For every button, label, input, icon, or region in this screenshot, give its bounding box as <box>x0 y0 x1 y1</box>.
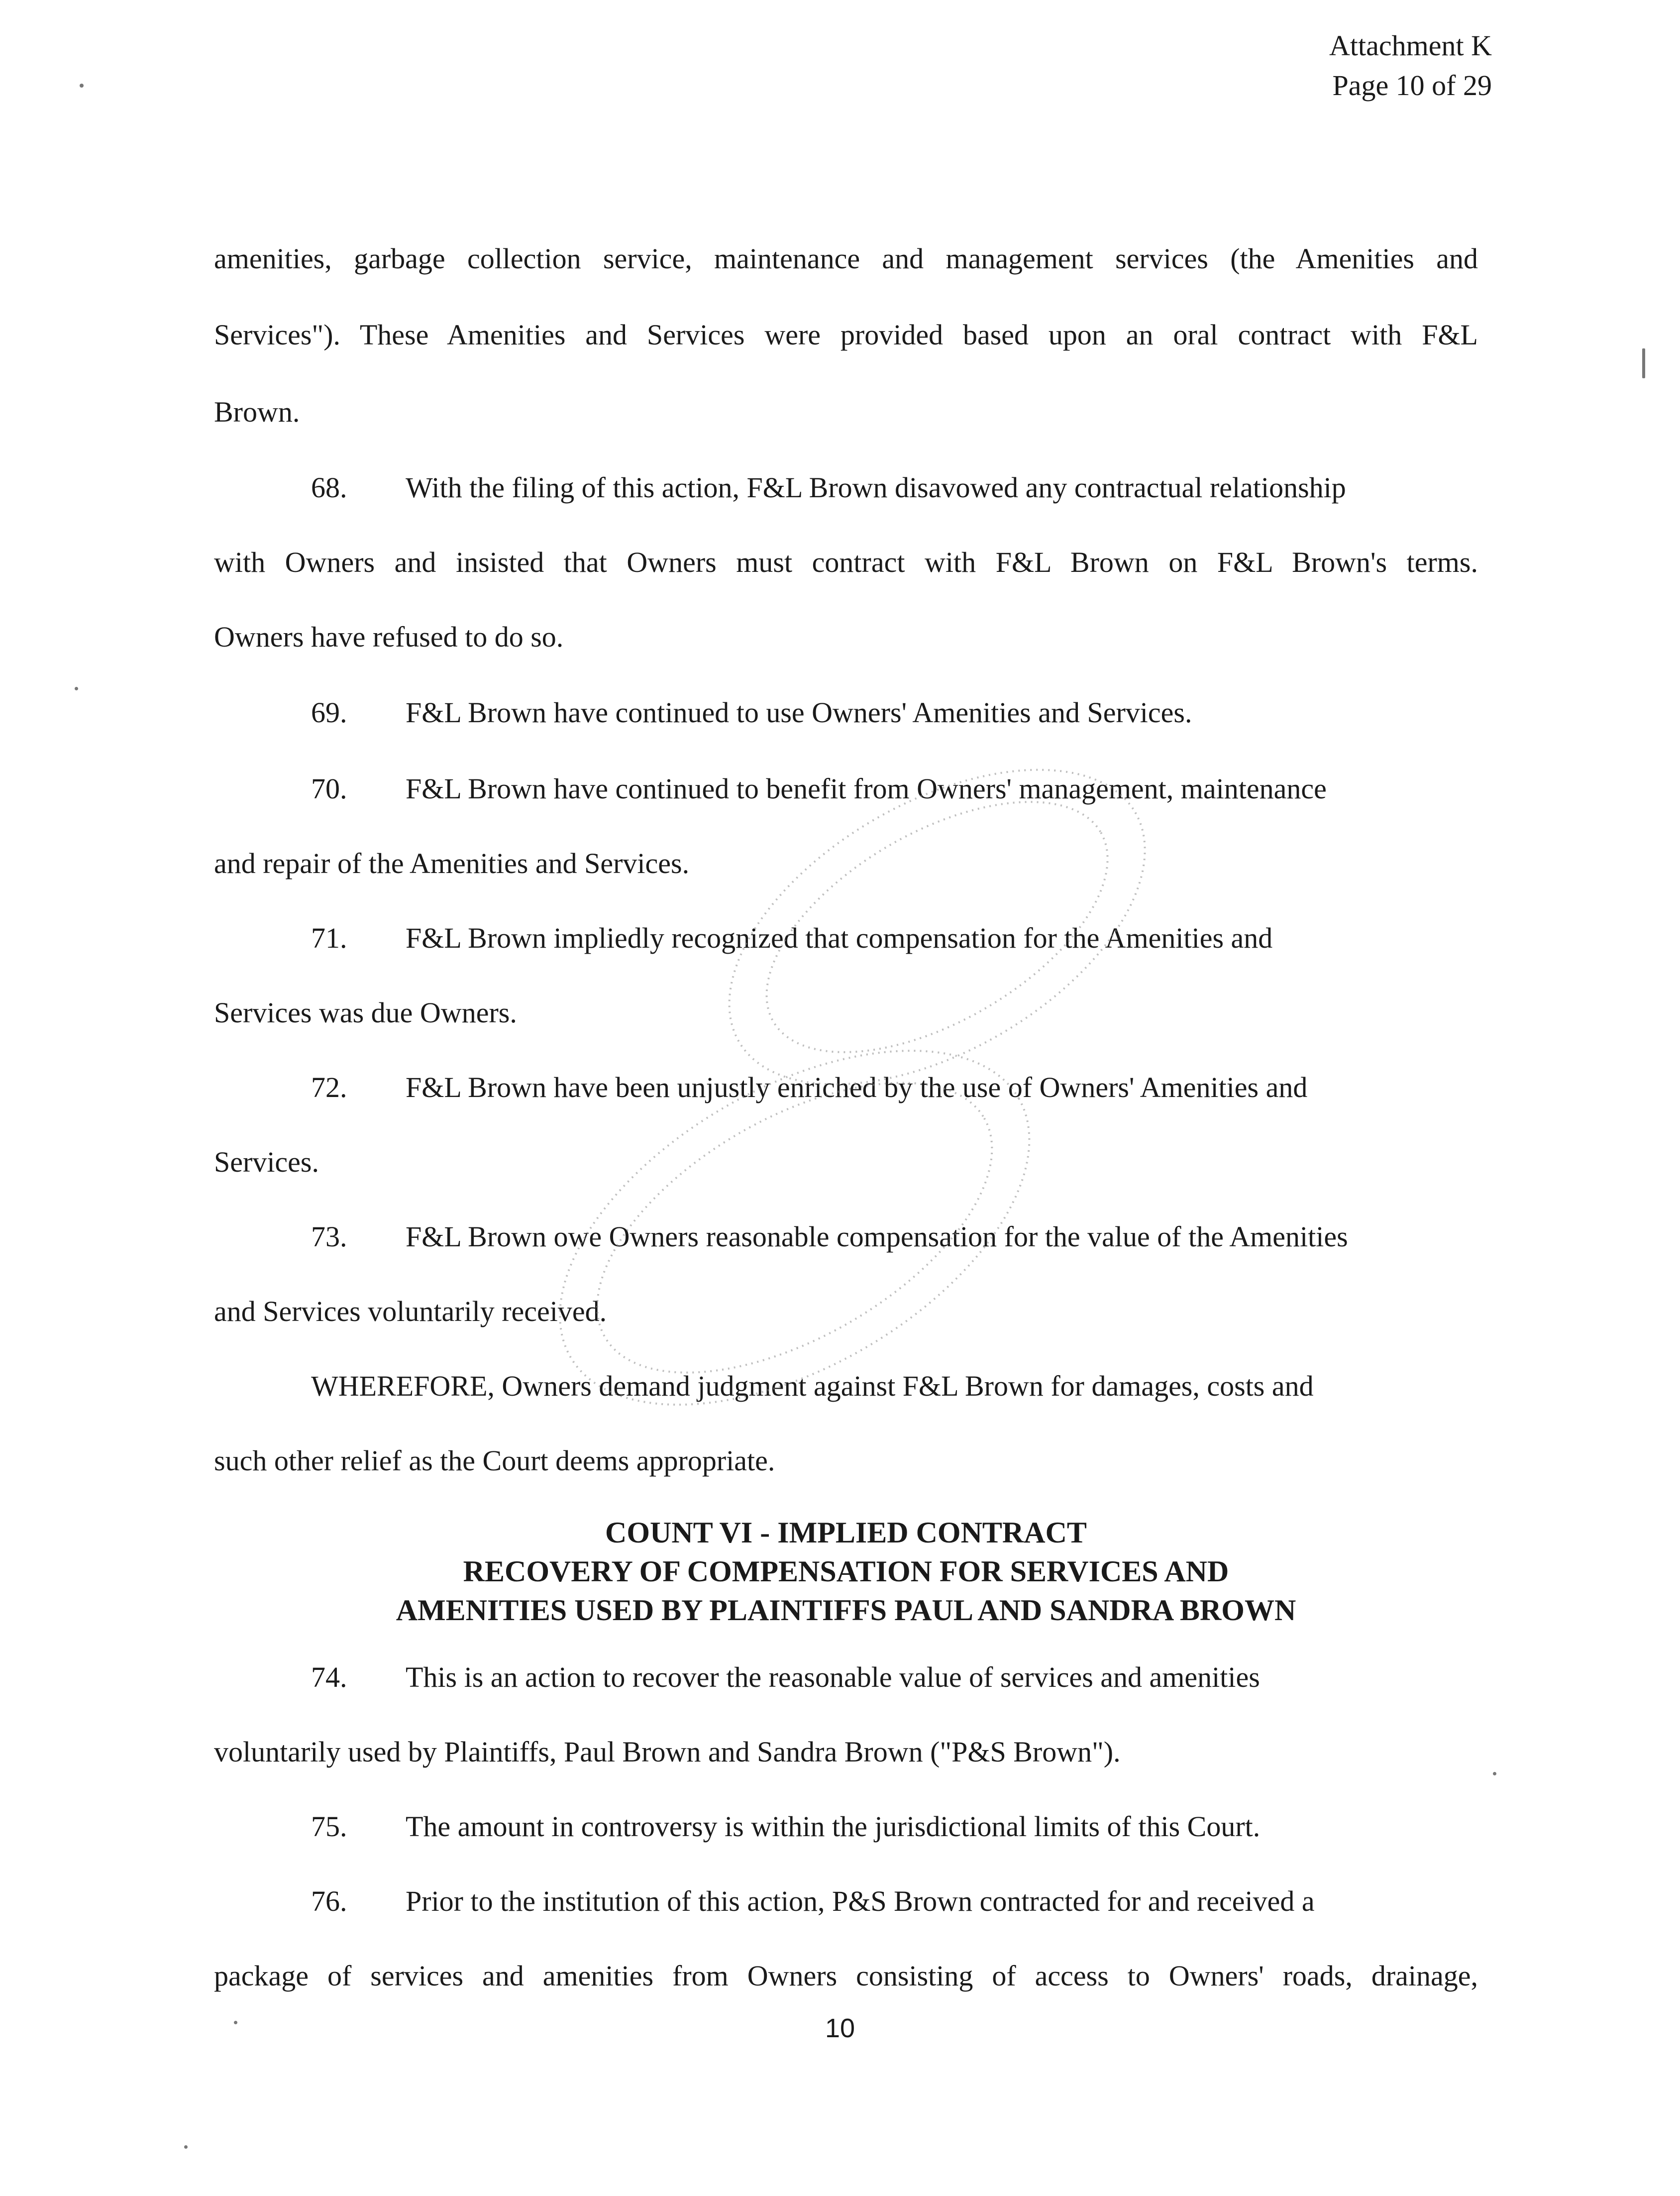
count-heading-line-3: AMENITIES USED BY PLAINTIFFS PAUL AND SANDRA BROWN <box>396 1594 1296 1627</box>
page-count-label: Page 10 of 29 <box>1332 69 1492 102</box>
count-heading-line-2: RECOVERY OF COMPENSATION FOR SERVICES AND <box>463 1555 1229 1588</box>
paragraph-number: 74. <box>311 1661 347 1693</box>
page-number: 10 <box>825 2013 855 2043</box>
paragraph-73-line-2: and Services voluntarily received. <box>214 1295 607 1327</box>
paragraph-text: F&L Brown have continued to benefit from Owners' management, maintenance <box>406 772 1327 805</box>
scan-speck <box>75 687 78 690</box>
paragraph-text: F&L Brown have been unjustly enriched by the use of Owners' Amenities and <box>406 1071 1308 1103</box>
paragraph-number: 76. <box>311 1885 347 1917</box>
paragraph-number: 70. <box>311 772 347 805</box>
paragraph-text: This is an action to recover the reasonable value of services and amenities <box>406 1661 1260 1693</box>
scan-edge-mark <box>1642 348 1645 378</box>
paragraph-76-line-2: package of services and amenities from Owners consisting of access to Owners' roads, drainage, <box>214 1960 1478 1992</box>
scan-speck <box>234 2021 237 2024</box>
paragraph-67-line-1: amenities, garbage collection service, maintenance and management services (the Amenities and <box>214 242 1478 275</box>
paragraph-number: 75. <box>311 1810 347 1843</box>
paragraph-text: F&L Brown impliedly recognized that compensation for the Amenities and <box>406 922 1273 954</box>
paragraph-number: 73. <box>311 1220 347 1253</box>
paragraph-68-line-3: Owners have refused to do so. <box>214 621 564 653</box>
paragraph-68-line-1 <box>311 468 1478 508</box>
scan-speck <box>184 2145 188 2149</box>
paragraph-69 <box>311 693 1478 733</box>
paragraph-number: 69. <box>311 696 347 729</box>
paragraph-71-line-1 <box>311 918 1478 958</box>
paragraph-text: The amount in controversy is within the jurisdictional limits of this Court. <box>406 1810 1260 1843</box>
scan-speck <box>1493 1772 1496 1775</box>
paragraph-74-line-2: voluntarily used by Plaintiffs, Paul Brown and Sandra Brown ("P&S Brown"). <box>214 1736 1121 1768</box>
attachment-label: Attachment K <box>1329 29 1492 62</box>
count-heading-line-1: COUNT VI - IMPLIED CONTRACT <box>605 1516 1087 1549</box>
wherefore-line-1: WHEREFORE, Owners demand judgment against F&L Brown for damages, costs and <box>311 1370 1314 1402</box>
paragraph-67-line-2: Services"). These Amenities and Services were provided based upon an oral contract with F&L <box>214 319 1478 351</box>
paragraph-number: 68. <box>311 471 347 504</box>
paragraph-74-line-1 <box>311 1657 1478 1697</box>
page-header <box>1329 26 1492 106</box>
paragraph-text: F&L Brown owe Owners reasonable compensation for the value of the Amenities <box>406 1220 1348 1253</box>
paragraph-70-line-2: and repair of the Amenities and Services. <box>214 847 690 879</box>
paragraph-number: 72. <box>311 1071 347 1103</box>
paragraph-73-line-1 <box>311 1217 1478 1257</box>
paragraph-76-line-1 <box>311 1881 1478 1921</box>
wherefore-line-2: such other relief as the Court deems appropriate. <box>214 1444 775 1477</box>
paragraph-71-line-2: Services was due Owners. <box>214 996 517 1029</box>
paragraph-67-line-3: Brown. <box>214 396 300 428</box>
paragraph-72-line-2: Services. <box>214 1146 319 1178</box>
paragraph-72-line-1 <box>311 1068 1478 1107</box>
paragraph-number: 71. <box>311 922 347 954</box>
paragraph-text: F&L Brown have continued to use Owners' Amenities and Services. <box>406 696 1192 729</box>
paragraph-75 <box>311 1807 1478 1847</box>
paragraph-text: With the filing of this action, F&L Brown disavowed any contractual relationship <box>406 471 1346 504</box>
paragraph-68-line-2: with Owners and insisted that Owners must contract with F&L Brown on F&L Brown's terms. <box>214 546 1478 578</box>
paragraph-70-line-1 <box>311 769 1478 809</box>
paragraph-text: Prior to the institution of this action, P&S Brown contracted for and received a <box>406 1885 1315 1917</box>
scan-speck <box>80 84 84 88</box>
